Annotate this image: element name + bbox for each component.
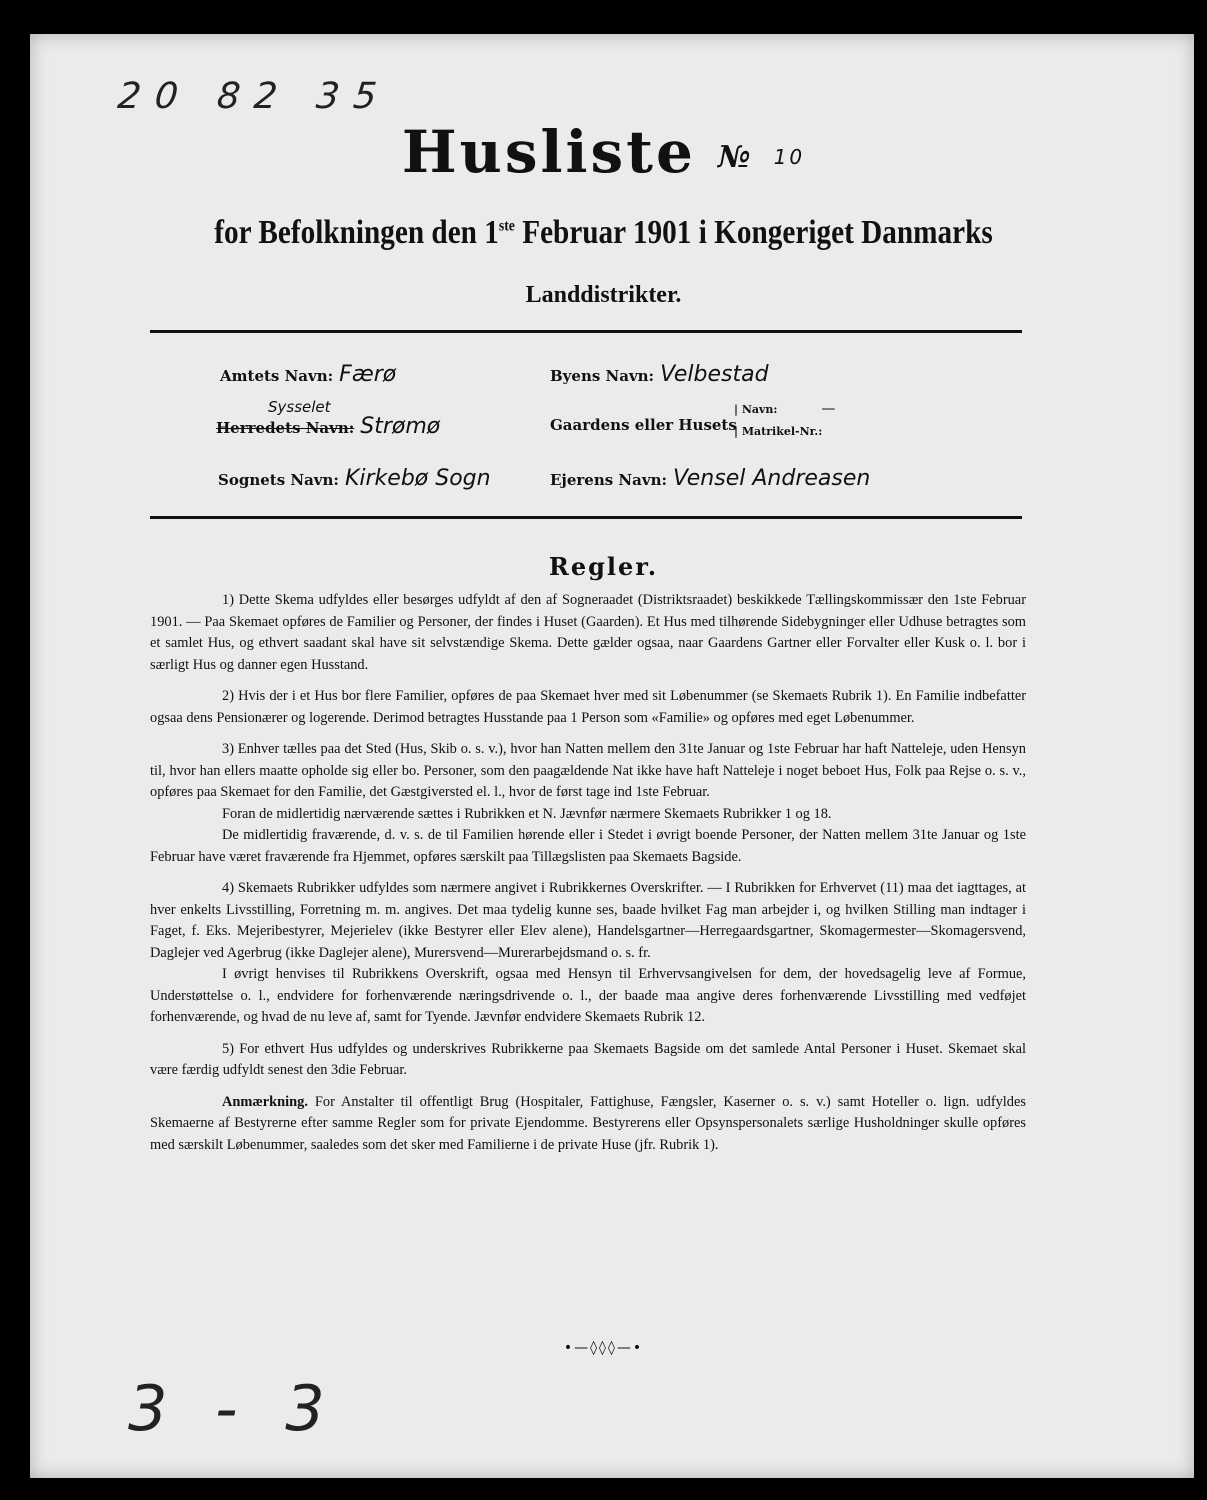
by-value: Velbestad (660, 362, 769, 387)
subtitle-post: Februar 1901 i Kongeriget Danmarks (522, 214, 993, 251)
gaard-matrikel-label: Matrikel-Nr.: (741, 425, 823, 438)
herred-value: Strømø (360, 414, 441, 439)
amt-field (220, 362, 396, 387)
bottom-divider (150, 516, 1022, 519)
annotation-note (150, 1092, 1026, 1157)
gaard-navn-label: Navn: (741, 403, 778, 416)
sogn-label: Sognets Navn: (218, 471, 339, 489)
by-field (550, 362, 769, 387)
rule-3-foran: Foran de midlertidig nærværende sættes i Rubrikken et N. Jævnfør nærmere Skemaets Rubrikker 1 og 18. (222, 805, 832, 822)
herred-field (216, 414, 440, 439)
gaard-navn-value: — (821, 401, 836, 417)
by-label: Byens Navn: (550, 367, 655, 385)
sogn-field (218, 466, 491, 491)
subtitle-sup: ste (498, 217, 515, 235)
sogn-value: Kirkebø Sogn (344, 466, 491, 491)
annotation-text: For Anstalter til offentligt Brug (Hospitaler, Fattighuse, Fængsler, Kaserner o. s. v.) samt Hoteller o. lign. udfyldes Skemaerne af Bestyrerne efter samme Regler som for private Ejendomme. Bestyrerens eller Opsynspersonalets særlige Husholdninger skulle opføres med særskilt Løbenummer, saaledes som det sker med Familierne i de private Huse (jfr. Rubrik 1). (150, 1093, 1026, 1153)
house-number: 10 (773, 145, 806, 169)
rule-2: 2) Hvis der i et Hus bor flere Familier, opføres de paa Skemaet hver med sit Løbenummer (se Skemaets Rubrik 1). En Familie indbefatter ogsaa dens Pensionærer og logerende. Derimod betragtes Husstande paa 1 Person som «Familie» og opføres med eget Løbenummer. (150, 688, 1026, 726)
handwritten-archive-numbers: 20 82 35 (115, 76, 393, 117)
top-divider (150, 330, 1022, 333)
form-subtitle (84, 214, 1122, 252)
rule-4-oevrigt: I øvrigt henvises til Rubrikkens Overskrift, ogsaa med Hensyn til Erhvervsangivelsen for dem, der hovedsagelig leve af Formue, Understøttelse o. l., endvidere for forhenværende næringsdrivende o. l., der baade maa angive deres forhenværende Livsstilling med vedføjet forhenværende, og hvad de nu leve af, samt for Tyende. Jævnfør endvidere Skemaets Rubrik 12. (150, 966, 1026, 1025)
district-heading: Landdistrikter. (525, 282, 682, 308)
ejer-value: Vensel Andreasen (673, 466, 871, 491)
subtitle-pre: for Befolkningen den 1 (214, 214, 499, 251)
annotation-label: Anmærkning. (222, 1093, 308, 1110)
number-label: № (717, 139, 751, 175)
rule-5: 5) For ethvert Hus udfyldes og underskrives Rubrikkerne paa Skemaets Bagside om det samlede Antal Personer i Huset. Skemaet skal være færdig udfyldt senest den 3die Februar. (150, 1040, 1026, 1078)
rule-3: 3) Enhver tælles paa det Sted (Hus, Skib o. s. v.), hvor han Natten mellem den 31te Januar og 1ste Februar har haft Natteleje, uden Hensyn til, hvor han ellers maatte opholde sig eller bo. Personer, som den paagældende Nat ikke have haft Natteleje i noget beboet Hus, Folk paa Rejse o. s. v., opføres paa Skemaet for den Familie, det Gæstgiversted el. l., hvor de først tage ind 1ste Februar. (150, 741, 1026, 800)
gaard-subfields: | Navn: — | Matrikel-Nr.: (734, 401, 836, 438)
rules-body (150, 590, 1026, 1166)
ejer-label: Ejerens Navn: (550, 471, 668, 489)
ejer-field (550, 466, 870, 491)
form-title (0, 118, 1207, 186)
gaard-label: Gaardens eller Husets (550, 416, 737, 434)
rule-4: 4) Skemaets Rubrikker udfyldes som nærmere angivet i Rubrikkernes Overskrifter. — I Rubrikken for Erhvervet (11) maa det iagttages, at hver enkelts Livsstilling, Forretning m. m. angives. Det maa tydelig kunne ses, baade hvilket Fag man arbejder i, og hvilken Stilling man indtager i Faget, f. Eks. Mejeribestyrer, Mejerielev (ikke Bestyrer eller Elev alene), Handelsgartner—Herregaardsgartner, Skomagermester—Skomagersvend, Daglejer ved Agerbrug (ikke Daglejer alene), Murersvend—Murerarbejdsmand o. s. fr. (150, 880, 1026, 961)
amt-value: Færø (339, 362, 397, 387)
herred-overwrite: Sysselet (268, 398, 331, 416)
rule-1: 1) Dette Skema udfyldes eller besørges udfyldt af den af Sogneraadet (Distriktsraadet) beskikkede Tællingskommissær den 1ste Februar 1901. — Paa Skemaet opføres de Familier og Personer, der findes i Huset (Gaarden). Et Hus med tilhørende Sidebygninger eller Udhuse betragtes som et samlet Hus, og ethvert saadant skal have sit selvstændige Skema. Dette gælder ogsaa, naar Gaardens Gartner eller Forvalter eller Kusk o. l. bor i særligt Hus og danner egen Husstand. (150, 592, 1026, 673)
amt-label: Amtets Navn: (220, 367, 334, 385)
ornament-divider: •—◊◊◊—• (563, 1340, 644, 1356)
rule-3-fravaerende: De midlertidig fraværende, d. v. s. de til Familien hørende eller i Stedet i øvrigt boende Personer, der Natten mellem 31te Januar og 1ste Februar have været fraværende fra Hjemmet, opføres særskilt paa Tillægslisten paa Skemaets Bagside. (150, 827, 1026, 865)
handwritten-page-number: 3 - 3 (128, 1372, 339, 1445)
title-text: Husliste (401, 118, 696, 186)
rules-heading: Regler. (548, 552, 659, 581)
herred-label: Herredets Navn: (216, 419, 355, 437)
